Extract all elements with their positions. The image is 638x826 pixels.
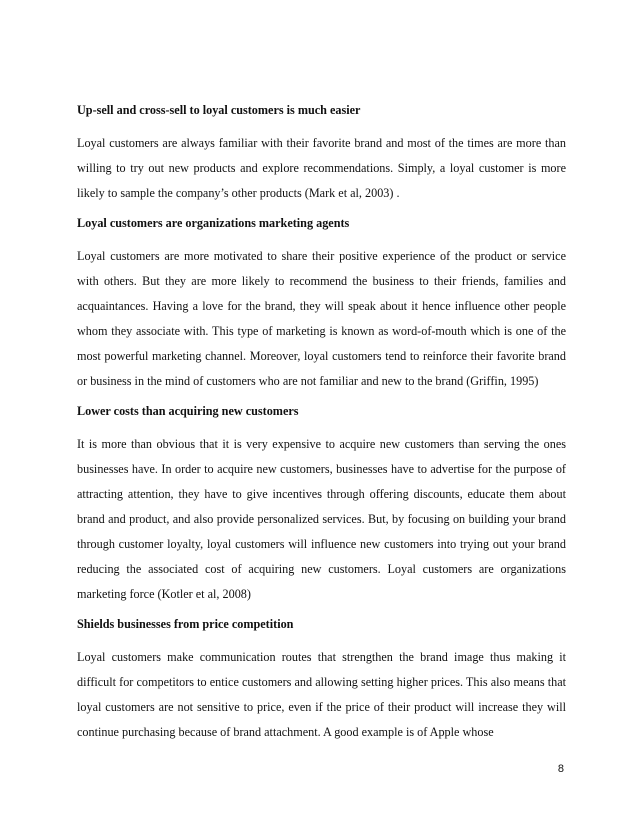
section-marketing-agents bbox=[77, 215, 566, 394]
section-lower-costs bbox=[77, 403, 566, 607]
section-paragraph: It is more than obvious that it is very expensive to acquire new customers than serving the ones businesses have. In order to acquire new customers, businesses have to advertise for the purpose of attracting attention, they have to give incentives through offering discounts, educate them about brand and product, and also provide personalized services. But, by focusing on building your brand through customer loyalty, loyal customers will influence new customers into trying out your brand reducing the associated cost of acquiring new customers. Loyal customers are organizations marketing force (Kotler et al, 2008) bbox=[77, 437, 566, 601]
section-heading: Loyal customers are organizations marketing agents bbox=[77, 216, 350, 230]
section-upsell bbox=[77, 102, 566, 206]
section-paragraph: Loyal customers make communication routes that strengthen the brand image thus making it difficult for competitors to entice customers and allowing setting higher prices. This also means that loyal customers are not sensitive to price, even if the price of their product will increase they will continue purchasing because of brand attachment. A good example is of Apple whose bbox=[77, 650, 566, 739]
section-heading: Lower costs than acquiring new customers bbox=[77, 404, 299, 418]
section-heading: Up-sell and cross-sell to loyal customers is much easier bbox=[77, 103, 361, 117]
section-price-competition bbox=[77, 616, 566, 745]
section-paragraph: Loyal customers are always familiar with their favorite brand and most of the times are more than willing to try out new products and explore recommendations. Simply, a loyal customer is more likely to sample the company’s other products (Mark et al, 2003) . bbox=[77, 136, 566, 200]
section-paragraph: Loyal customers are more motivated to share their positive experience of the product or service with others. But they are more likely to recommend the business to their friends, families and acquaintances. Having a love for the brand, they will speak about it hence influence other people whom they associate with. This type of marketing is known as word-of-mouth which is one of the most powerful marketing channel. Moreover, loyal customers tend to reinforce their favorite brand or business in the mind of customers who are not familiar and new to the brand (Griffin, 1995) bbox=[77, 249, 566, 388]
section-heading: Shields businesses from price competition bbox=[77, 617, 294, 631]
page-number: 8 bbox=[557, 763, 564, 775]
